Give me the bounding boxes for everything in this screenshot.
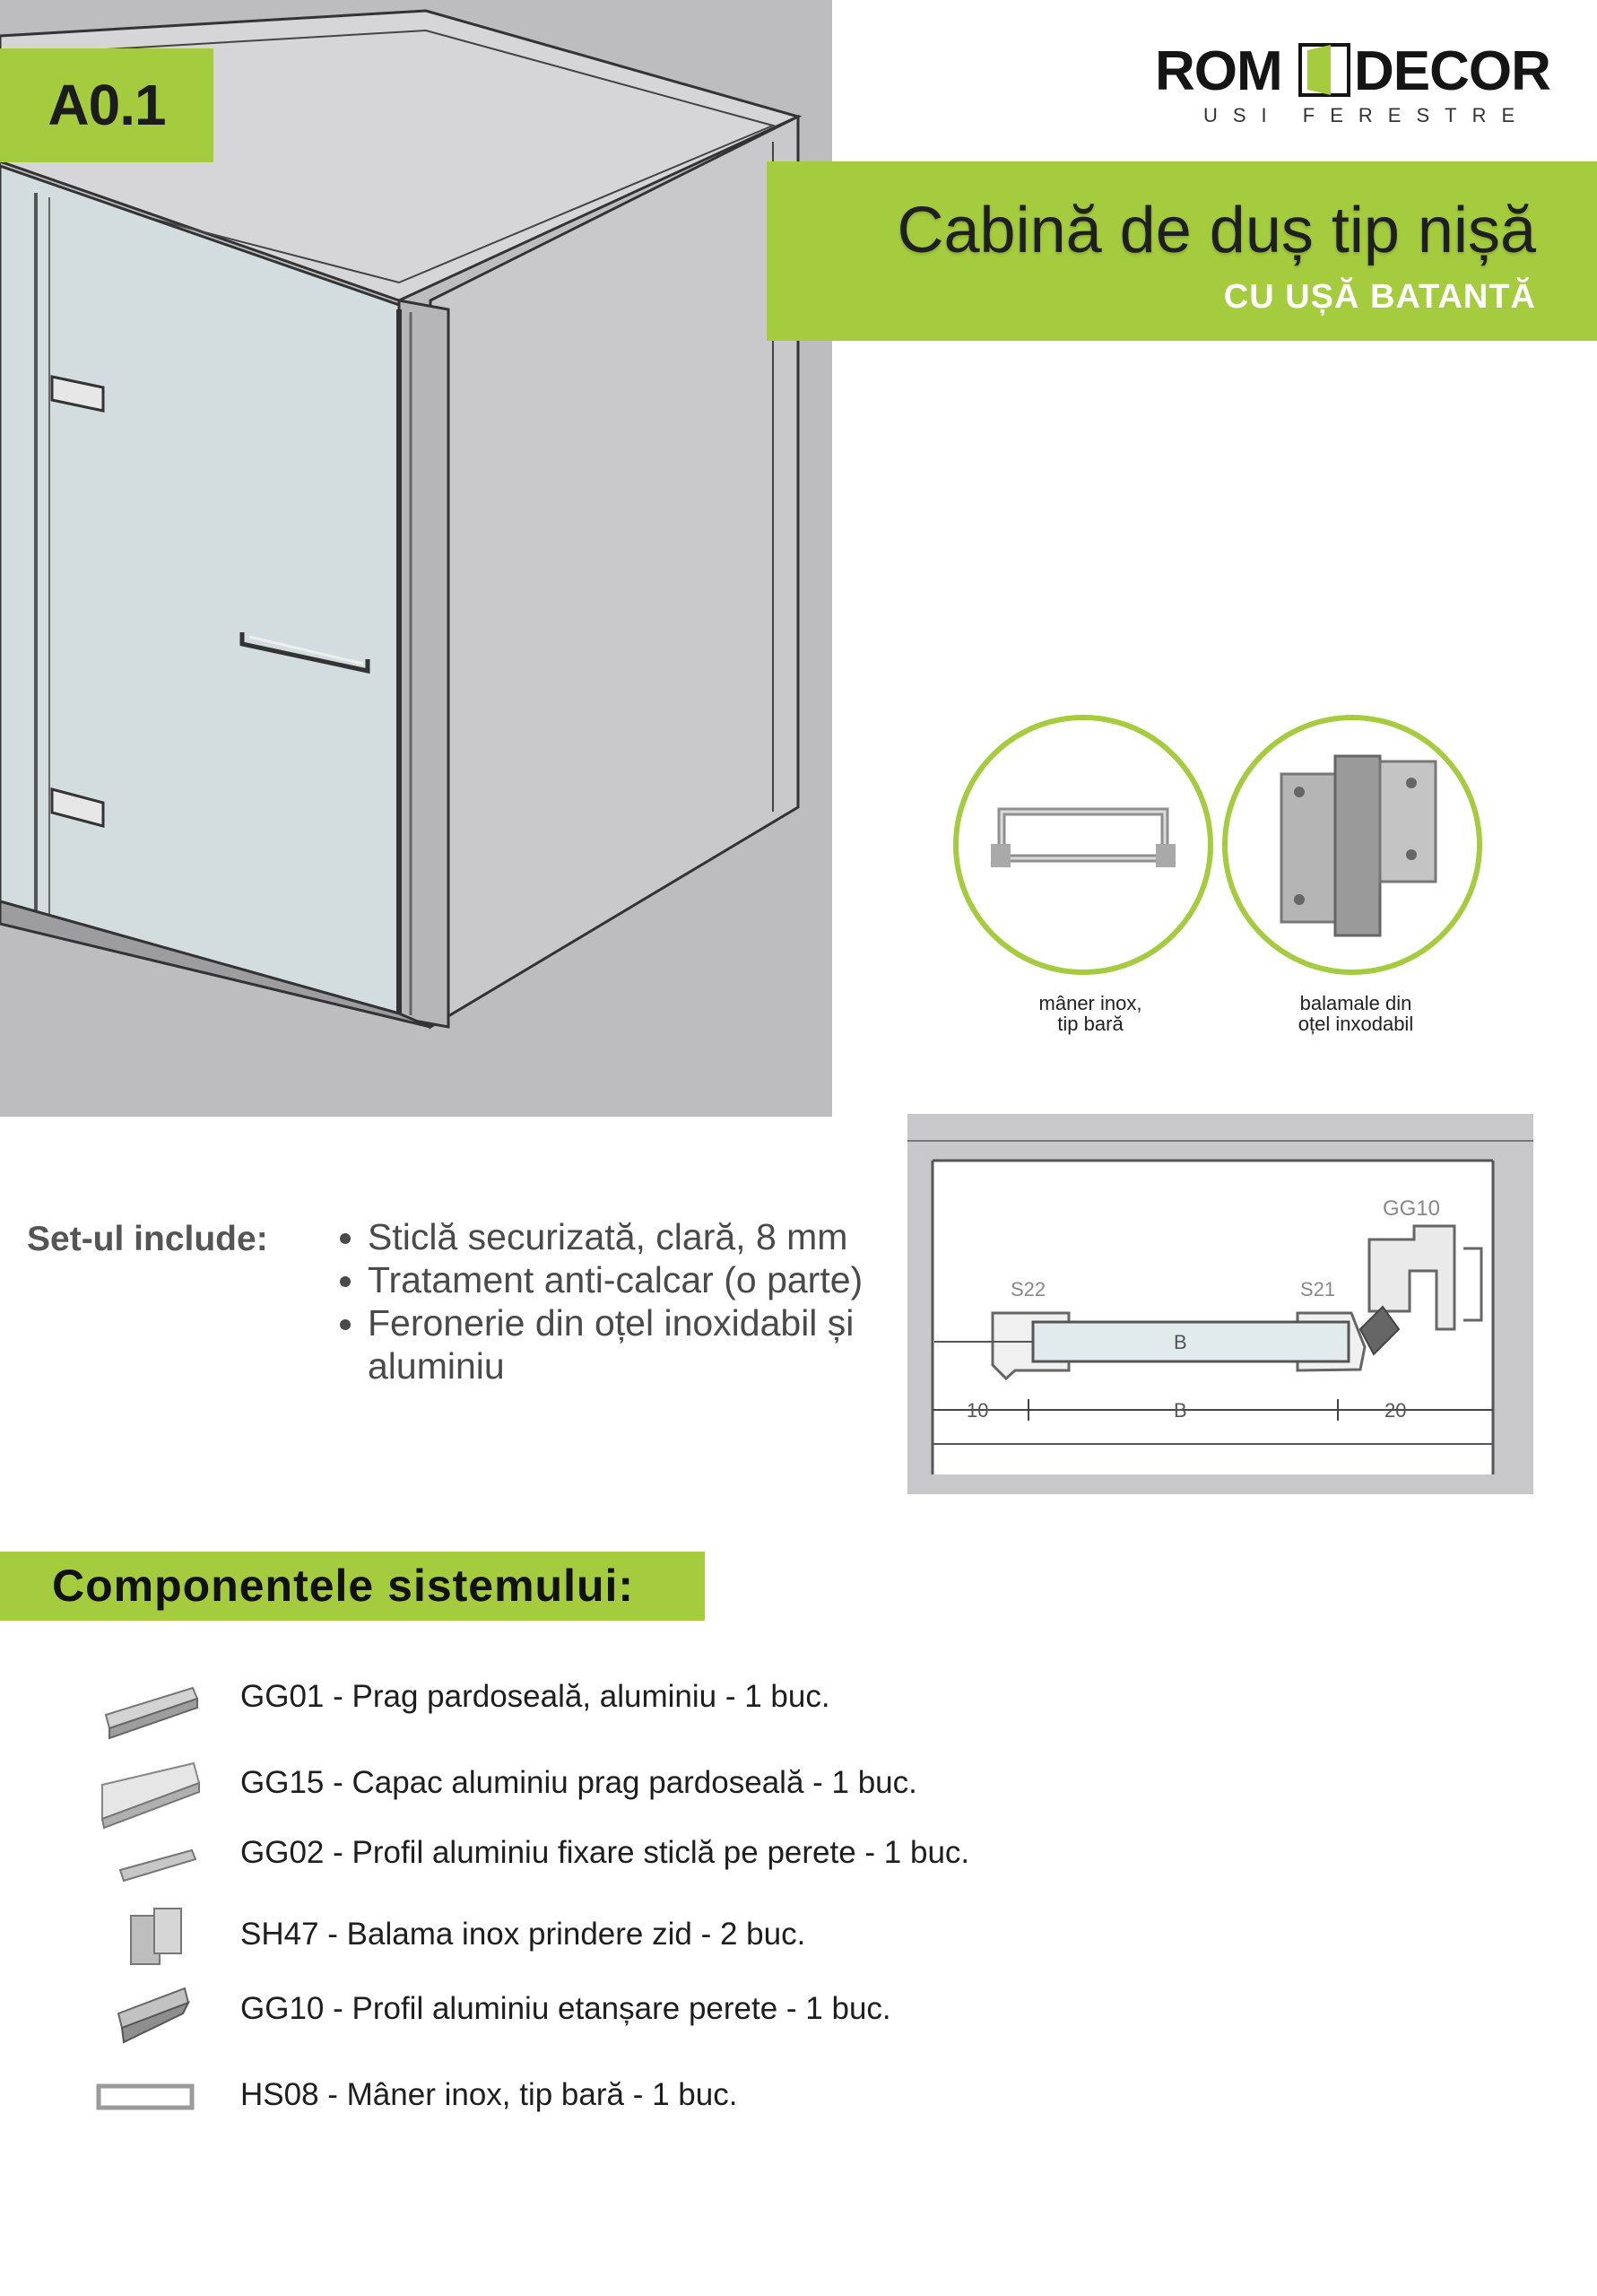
feature-handle-caption bbox=[956, 993, 1225, 1034]
components-heading-bar bbox=[0, 1552, 705, 1621]
page-subtitle: CU UȘĂ BATANTĂ bbox=[1223, 278, 1536, 316]
logo-text-right: DECOR bbox=[1354, 40, 1550, 102]
wall-hinge-icon bbox=[126, 1903, 188, 1970]
logo-text-left: ROM bbox=[1155, 40, 1282, 102]
caption-line: tip bară bbox=[1057, 1013, 1124, 1035]
title-banner bbox=[767, 161, 1597, 341]
component-item: HS08 - Mâner inox, tip bară - 1 buc. bbox=[240, 2077, 738, 2112]
door-logo-icon bbox=[1298, 43, 1350, 97]
logo-tagline: USI FERESTRE bbox=[1203, 104, 1531, 126]
shower-cabin-illustration bbox=[0, 0, 832, 1117]
bar-handle-thumb-icon bbox=[93, 2079, 197, 2115]
feature-hinge-circle bbox=[1222, 715, 1482, 975]
floor-threshold-icon bbox=[99, 1679, 202, 1742]
seal-profile-icon bbox=[111, 1978, 192, 2049]
caption-line: oțel inxodabil bbox=[1298, 1013, 1414, 1035]
code-tag bbox=[0, 48, 213, 162]
caption-line: balamale din bbox=[1299, 992, 1412, 1014]
page-title: Cabină de duș tip nișă bbox=[897, 195, 1536, 266]
bar-handle-icon bbox=[959, 720, 1208, 970]
list-item: • Feronerie din oțel inoxidabil și aluminiu bbox=[368, 1301, 942, 1387]
plan-label-s22: S22 bbox=[1011, 1278, 1046, 1300]
plan-dim-left: 10 bbox=[967, 1399, 989, 1422]
set-includes-list bbox=[325, 1215, 942, 1387]
component-item: GG01 - Prag pardoseală, aluminiu - 1 buc. bbox=[240, 1679, 830, 1714]
set-includes-label: Set-ul include: bbox=[27, 1220, 268, 1258]
component-item: GG02 - Profil aluminiu fixare sticlă pe perete - 1 buc. bbox=[240, 1835, 970, 1870]
feature-handle-circle bbox=[953, 715, 1213, 975]
romdecor-logo bbox=[1155, 39, 1550, 138]
components-heading: Componentele sistemului: bbox=[52, 1561, 635, 1611]
installation-plan-diagram bbox=[907, 1114, 1533, 1494]
list-item: • Sticlă securizată, clară, 8 mm bbox=[368, 1215, 942, 1258]
feature-hinge-caption bbox=[1221, 993, 1490, 1034]
hinge-icon bbox=[1228, 720, 1477, 970]
plan-label-glass: B bbox=[1174, 1331, 1187, 1353]
plan-dim-mid: B bbox=[1174, 1399, 1187, 1422]
glass-panel bbox=[1033, 1322, 1349, 1361]
glass-door bbox=[0, 166, 399, 1013]
threshold-cover-icon bbox=[97, 1756, 203, 1830]
code-tag-text: A0.1 bbox=[48, 73, 166, 137]
list-item: • Tratament anti-calcar (o parte) bbox=[368, 1258, 942, 1301]
caption-line: mâner inox, bbox=[1038, 992, 1142, 1014]
component-item: SH47 - Balama inox prindere zid - 2 buc. bbox=[240, 1917, 806, 1952]
plan-label-s21: S21 bbox=[1300, 1278, 1336, 1300]
plan-dim-right: 20 bbox=[1384, 1399, 1407, 1422]
wall-profile-icon bbox=[117, 1843, 197, 1888]
plan-label-gg10: GG10 bbox=[1383, 1196, 1441, 1221]
component-item: GG15 - Capac aluminiu prag pardoseală - 1 buc. bbox=[240, 1765, 917, 1800]
component-item: GG10 - Profil aluminiu etanșare perete - 1 buc. bbox=[240, 1991, 891, 2026]
